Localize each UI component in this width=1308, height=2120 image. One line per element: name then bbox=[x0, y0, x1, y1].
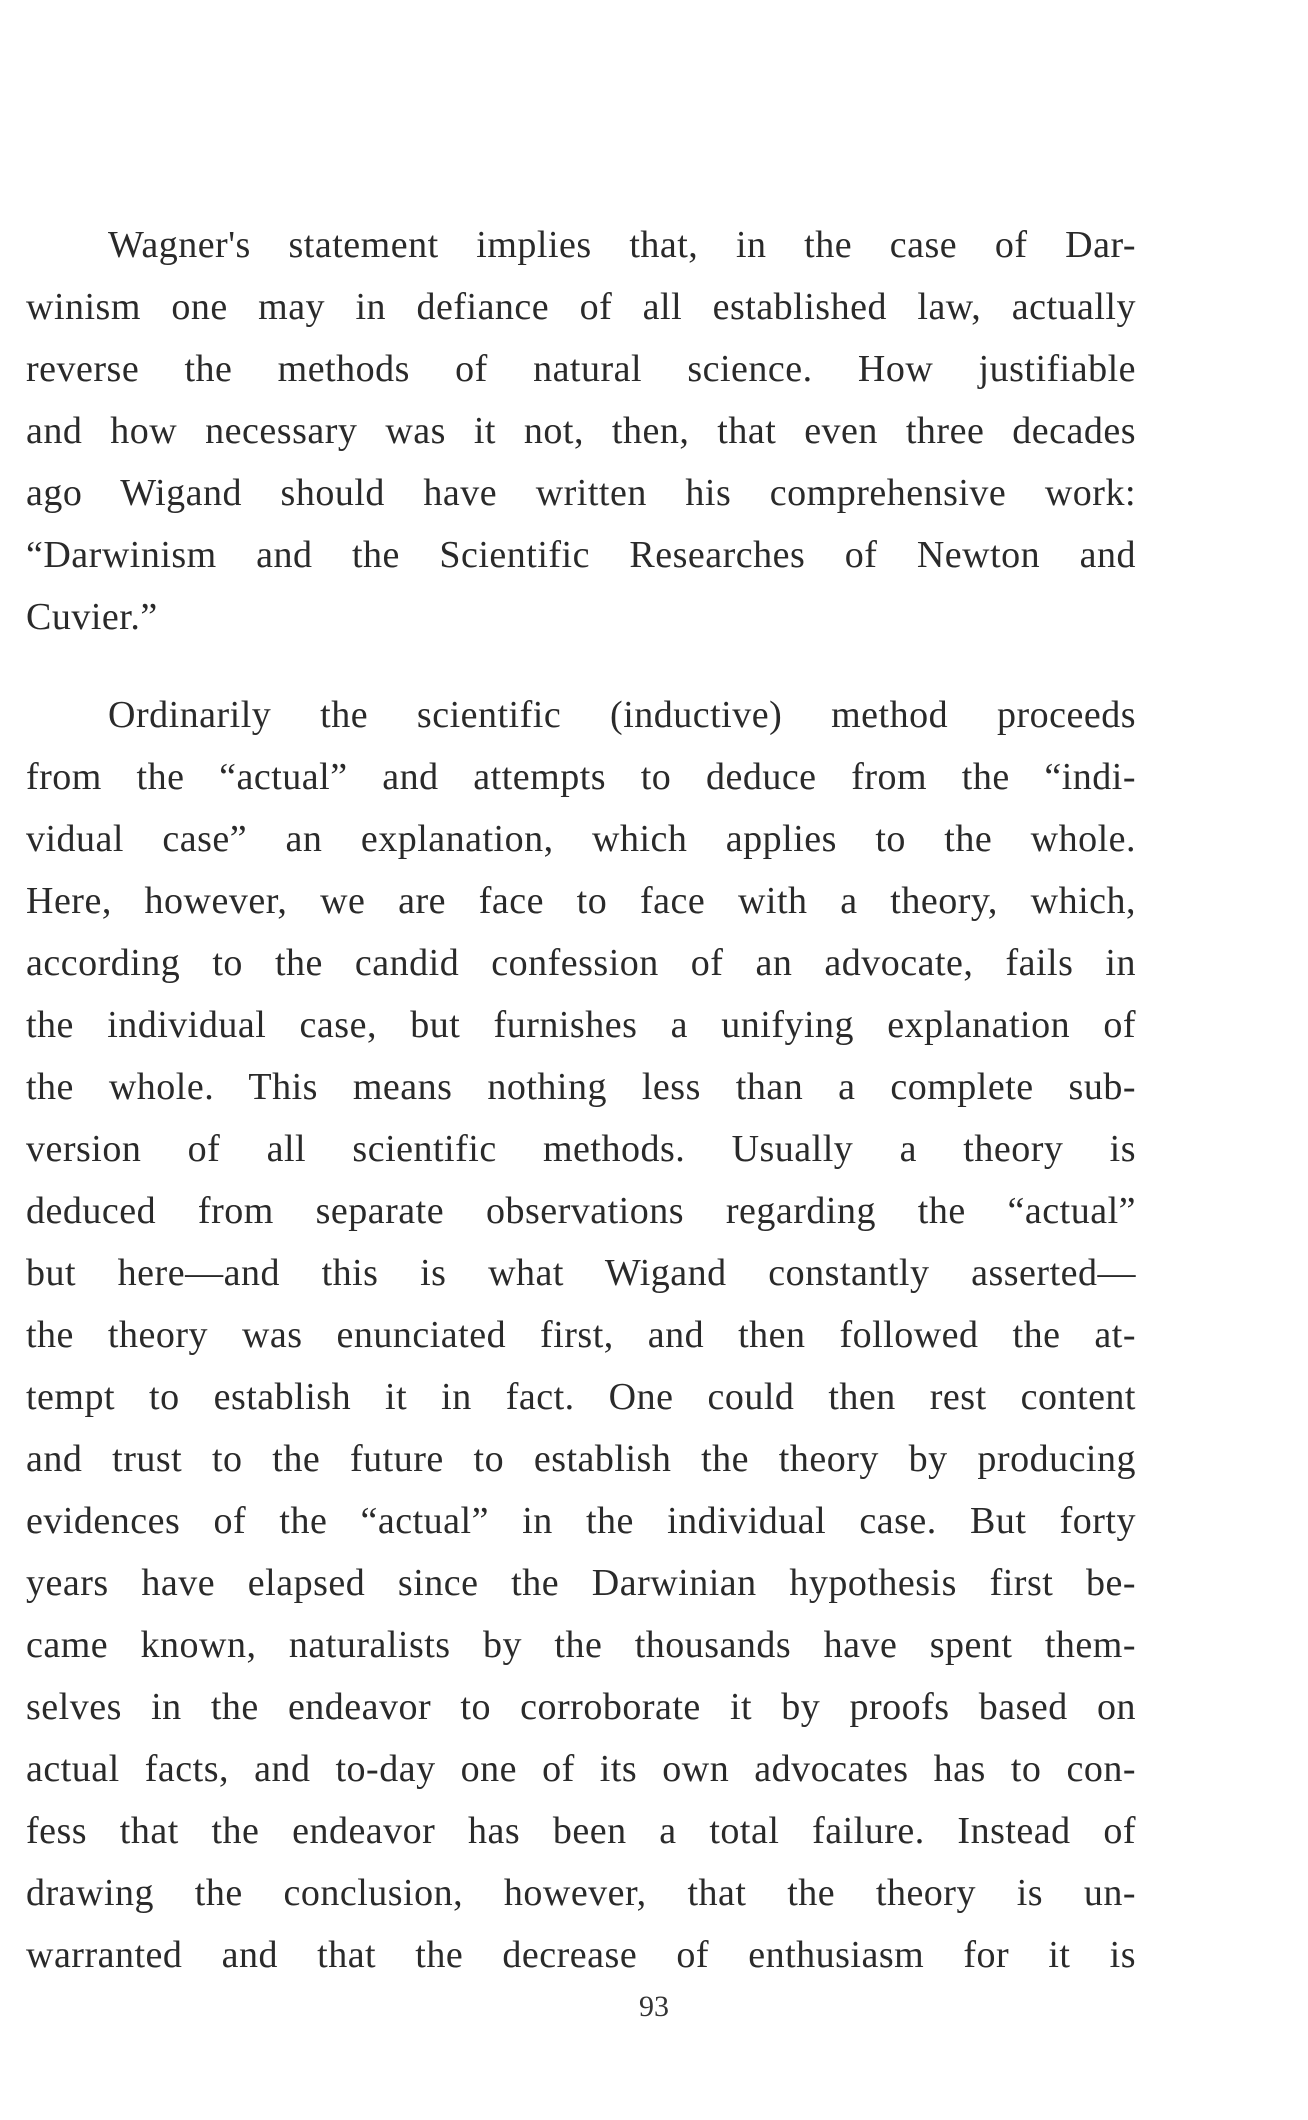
text-line: years have elapsed since the Darwinian hypothesis first be- bbox=[26, 1562, 1136, 1604]
text-line: tempt to establish it in fact. One could then rest content bbox=[26, 1376, 1136, 1418]
text-line: version of all scientific methods. Usually a theory is bbox=[26, 1128, 1136, 1170]
text-line: deduced from separate observations regarding the “actual” bbox=[26, 1190, 1136, 1232]
text-line: selves in the endeavor to corroborate it by proofs based on bbox=[26, 1686, 1136, 1728]
text-line: the theory was enunciated first, and then followed the at- bbox=[26, 1314, 1136, 1356]
page-number: 93 bbox=[639, 1990, 669, 2023]
text-line: winism one may in defiance of all established law, actually bbox=[26, 286, 1136, 328]
paragraph-gap bbox=[26, 648, 1136, 684]
text-line: ago Wigand should have written his comprehensive work: bbox=[26, 472, 1136, 514]
text-line: “Darwinism and the Scientific Researches of Newton and bbox=[26, 534, 1136, 576]
text-line: actual facts, and to-day one of its own advocates has to con- bbox=[26, 1748, 1136, 1790]
text-line: and trust to the future to establish the theory by producing bbox=[26, 1438, 1136, 1480]
text-line: but here—and this is what Wigand constantly asserted— bbox=[26, 1252, 1136, 1294]
paragraph-1 bbox=[26, 214, 1136, 648]
text-line: Ordinarily the scientific (inductive) method proceeds bbox=[108, 694, 1136, 736]
text-line: the individual case, but furnishes a unifying explanation of bbox=[26, 1004, 1136, 1046]
text-line: came known, naturalists by the thousands have spent them- bbox=[26, 1624, 1136, 1666]
body-text bbox=[26, 214, 1136, 1986]
text-line: the whole. This means nothing less than a complete sub- bbox=[26, 1066, 1136, 1108]
paragraph-2 bbox=[26, 684, 1136, 1986]
text-line: reverse the methods of natural science. How justifiable bbox=[26, 348, 1136, 390]
text-line: according to the candid confession of an advocate, fails in bbox=[26, 942, 1136, 984]
text-line: fess that the endeavor has been a total failure. Instead of bbox=[26, 1810, 1136, 1852]
text-line: evidences of the “actual” in the individual case. But forty bbox=[26, 1500, 1136, 1542]
text-line: drawing the conclusion, however, that the theory is un- bbox=[26, 1872, 1136, 1914]
text-line: Here, however, we are face to face with a theory, which, bbox=[26, 880, 1136, 922]
text-line: Wagner's statement implies that, in the case of Dar- bbox=[108, 224, 1136, 266]
text-line: vidual case” an explanation, which applies to the whole. bbox=[26, 818, 1136, 860]
text-line: Cuvier.” bbox=[26, 596, 158, 638]
text-line: and how necessary was it not, then, that even three decades bbox=[26, 410, 1136, 452]
text-line: warranted and that the decrease of enthusiasm for it is bbox=[26, 1934, 1136, 1976]
text-line: from the “actual” and attempts to deduce from the “indi- bbox=[26, 756, 1136, 798]
